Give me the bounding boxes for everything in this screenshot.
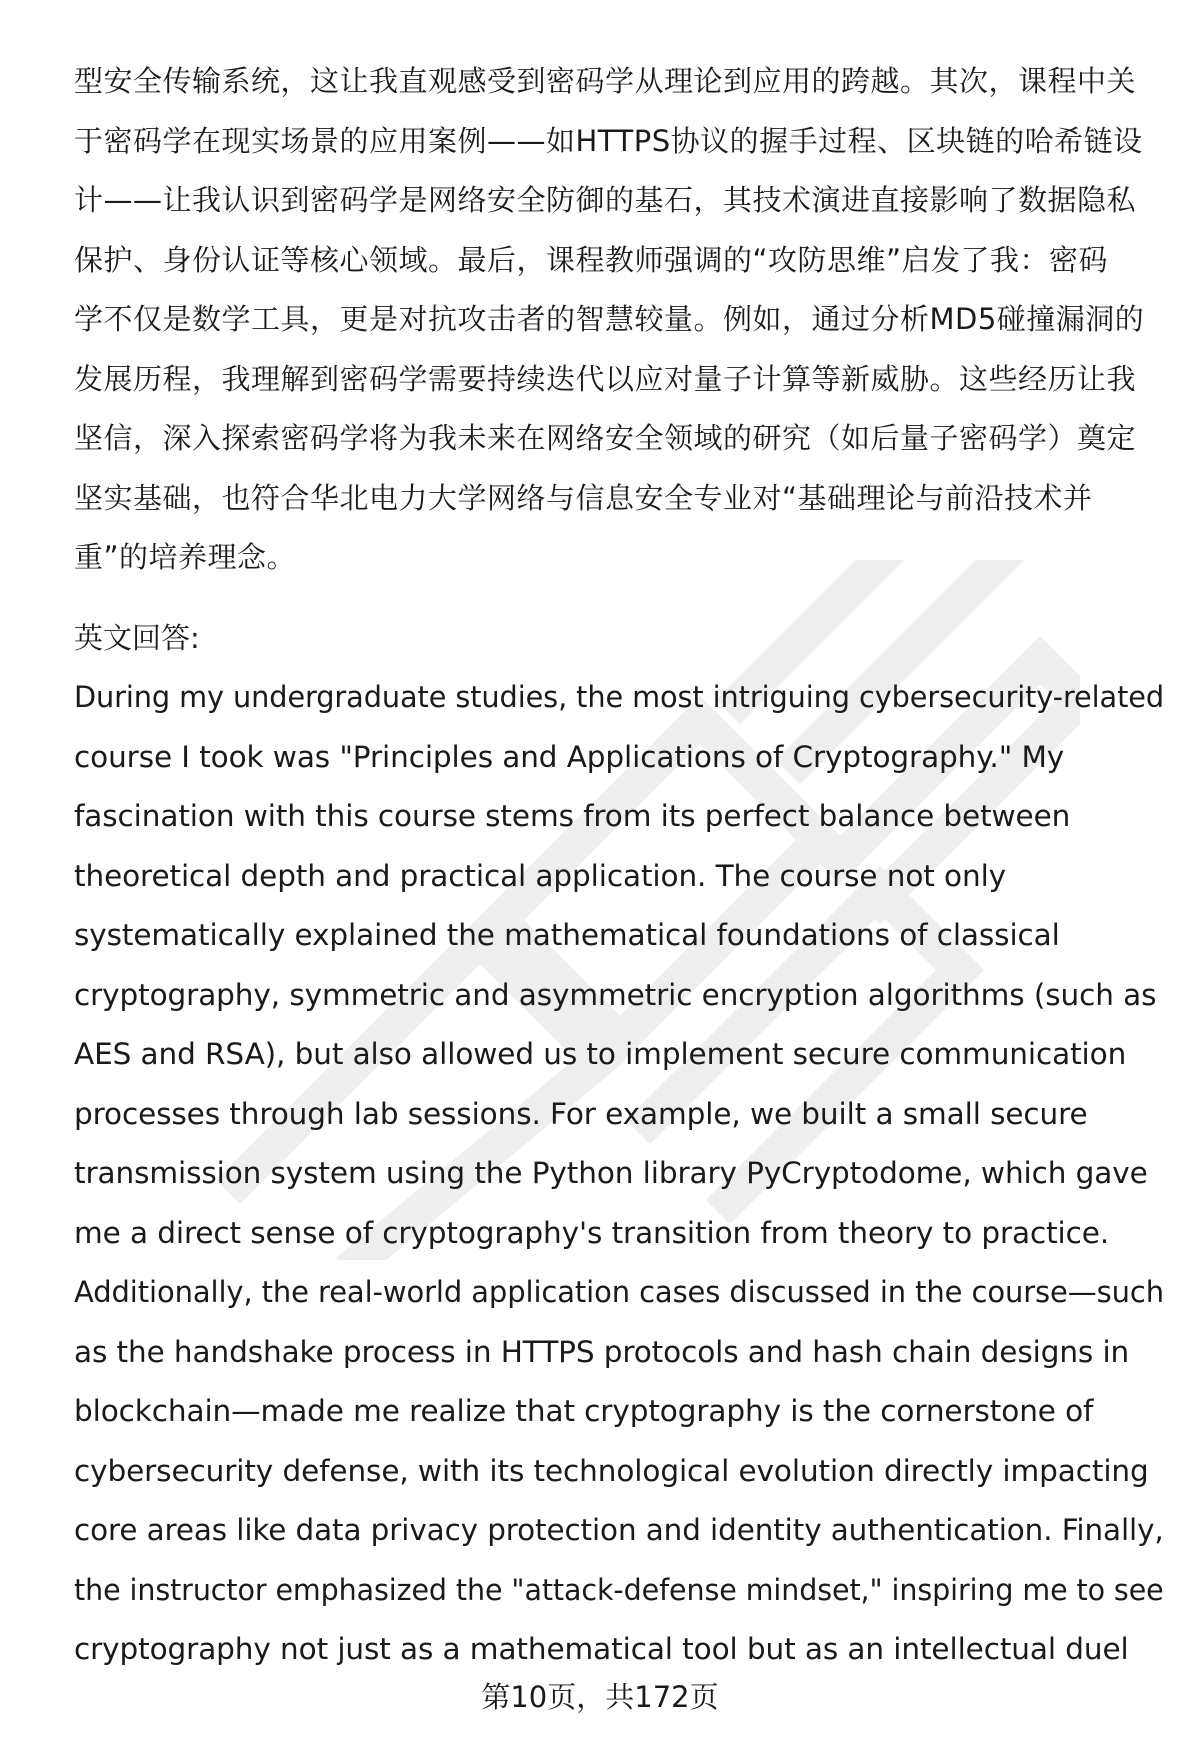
paragraph-line: Additionally, the real-world application cases discussed in the course—such xyxy=(74,1275,1164,1309)
paragraph-line: 计——让我认识到密码学是网络安全防御的基石，其技术演进直接影响了数据隐私 xyxy=(74,183,1137,217)
paragraph-line: 发展历程，我理解到密码学需要持续迭代以应对量子计算等新威胁。这些经历让我 xyxy=(74,361,1137,396)
paragraph-line: cryptography not just as a mathematical tool but as an intellectual duel xyxy=(74,1632,1129,1666)
paragraph-line: fascination with this course stems from its perfect balance between xyxy=(74,799,1071,833)
english-answer-label: 英文回答: xyxy=(74,620,200,655)
paragraph-line: cybersecurity defense, with its technological evolution directly impacting xyxy=(74,1453,1149,1488)
paragraph-line: 型安全传输系统，这让我直观感受到密码学从理论到应用的跨越。其次，课程中关 xyxy=(74,64,1137,98)
english-answer-paragraph xyxy=(74,668,1164,1680)
chinese-answer-paragraph xyxy=(74,52,1164,588)
paragraph-line: 保护、身份认证等核心领域。最后，课程教师强调的“攻防思维”启发了我：密码 xyxy=(74,242,1109,277)
paragraph-line: During my undergraduate studies, the most intriguing cybersecurity-related xyxy=(74,680,1165,714)
paragraph-line: blockchain—made me realize that cryptography is the cornerstone of xyxy=(74,1394,1094,1428)
paragraph-line: processes through lab sessions. For example, we built a small secure xyxy=(74,1096,1088,1131)
paragraph-line: me a direct sense of cryptography's transition from theory to practice. xyxy=(74,1215,1110,1250)
paragraph-line: as the handshake process in HTTPS protocols and hash chain designs in xyxy=(74,1334,1130,1369)
document-content xyxy=(74,52,1164,1680)
paragraph-line: 重”的培养理念。 xyxy=(74,540,297,574)
paragraph-line: transmission system using the Python library PyCryptodome, which gave xyxy=(74,1156,1148,1190)
paragraph-line: AES and RSA), but also allowed us to implement secure communication xyxy=(74,1037,1127,1071)
paragraph-line: the instructor emphasized the "attack-defense mindset," inspiring me to see xyxy=(74,1572,1164,1607)
paragraph-line: theoretical depth and practical application. The course not only xyxy=(74,858,1007,893)
paragraph-line: core areas like data privacy protection and identity authentication. Finally, xyxy=(74,1513,1164,1547)
paragraph-line: course I took was "Principles and Applications of Cryptography." My xyxy=(74,739,1065,774)
page-number-footer: 第10页，共172页 xyxy=(481,1680,719,1714)
paragraph-line: 于密码学在现实场景的应用案例——如HTTPS协议的握手过程、区块链的哈希链设 xyxy=(74,123,1143,158)
paragraph-line: 坚信，深入探索密码学将为我未来在网络安全领域的研究（如后量子密码学）奠定 xyxy=(74,421,1137,455)
paragraph-line: 坚实基础，也符合华北电力大学网络与信息安全专业对“基础理论与前沿技术并 xyxy=(74,480,1093,515)
paragraph-line: 学不仅是数学工具，更是对抗攻击者的智慧较量。例如，通过分析MD5碰撞漏洞的 xyxy=(74,302,1145,336)
paragraph-line: cryptography, symmetric and asymmetric encryption algorithms (such as xyxy=(74,977,1157,1012)
paragraph-line: systematically explained the mathematical foundations of classical xyxy=(74,918,1060,952)
